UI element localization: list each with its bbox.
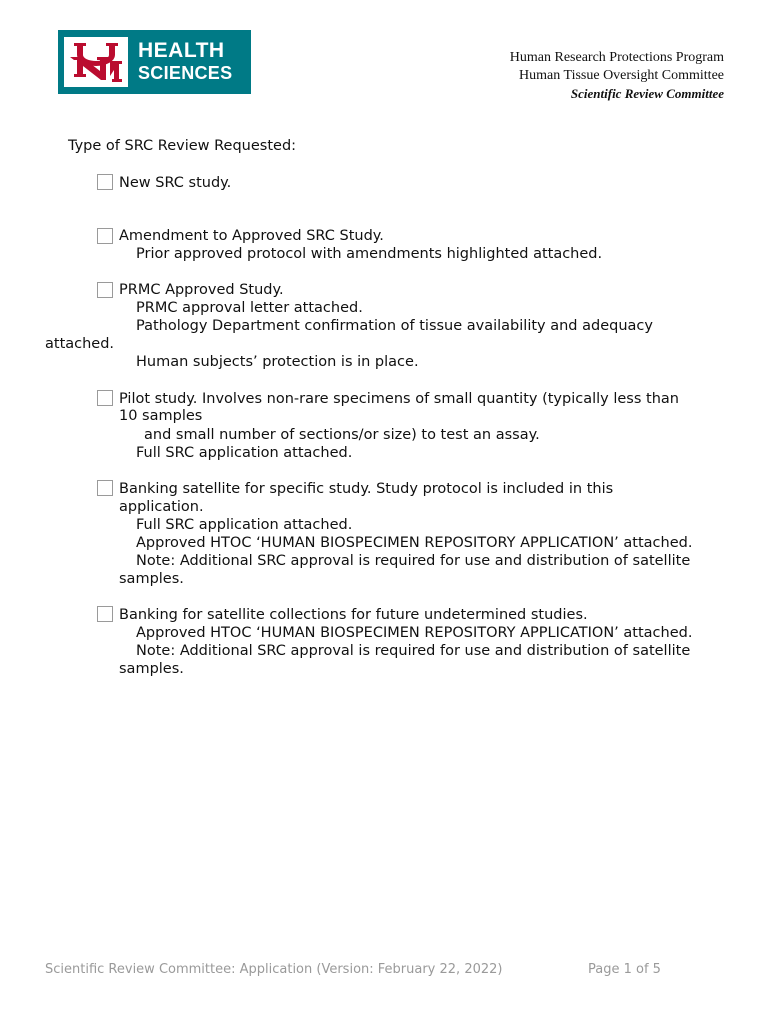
option-sub-line: and small number of sections/or size) to test an assay.	[144, 427, 540, 443]
option-label: Banking satellite for specific study. Study protocol is included in this	[119, 481, 614, 497]
option-sub-line: Note: Additional SRC approval is required for use and distribution of satellite	[136, 643, 691, 659]
option-sub-line: Prior approved protocol with amendments highlighted attached.	[136, 246, 603, 262]
checkbox-amendment[interactable]	[97, 228, 113, 244]
logo-text	[138, 40, 232, 84]
footer-page-number: Page 1 of 5	[588, 962, 661, 977]
logo-text-health: HEALTH	[138, 39, 225, 62]
option-sub-line: 10 samples	[119, 408, 203, 424]
footer-version: Scientific Review Committee: Application (Version: February 22, 2022)	[45, 962, 503, 977]
option-sub-line: PRMC approval letter attached.	[136, 300, 363, 316]
unm-monogram-icon	[66, 39, 126, 85]
option-sub-line: Note: Additional SRC approval is required for use and distribution of satellite	[136, 553, 691, 569]
option-sub-line: Full SRC application attached.	[136, 445, 353, 461]
option-sub-line: Approved HTOC ‘HUMAN BIOSPECIMEN REPOSITORY APPLICATION’ attached.	[136, 535, 693, 551]
header-committee: Human Tissue Oversight Committee	[519, 68, 724, 83]
checkbox-prmc-approved[interactable]	[97, 282, 113, 298]
checkbox-new-src-study[interactable]	[97, 174, 113, 190]
option-sub-line: Full SRC application attached.	[136, 517, 353, 533]
option-label: New SRC study.	[119, 175, 232, 191]
option-sub-line: attached.	[45, 336, 115, 352]
option-label: Pilot study. Involves non-rare specimens of small quantity (typically less than	[119, 391, 679, 407]
option-sub-line: application.	[119, 499, 204, 515]
option-sub-line: Human subjects’ protection is in place.	[136, 354, 419, 370]
checkbox-banking-satellite-specific[interactable]	[97, 480, 113, 496]
header-src: Scientific Review Committee	[570, 86, 724, 101]
checkbox-banking-future-studies[interactable]	[97, 606, 113, 622]
unm-logo-mark	[64, 37, 128, 87]
option-sub-line: samples.	[119, 661, 184, 677]
option-label: Banking for satellite collections for future undetermined studies.	[119, 607, 588, 623]
unm-health-sciences-logo	[58, 30, 251, 94]
document-header	[510, 49, 724, 103]
section-heading: Type of SRC Review Requested:	[68, 138, 297, 154]
checkbox-pilot-study[interactable]	[97, 390, 113, 406]
option-sub-line: Pathology Department confirmation of tissue availability and adequacy	[136, 318, 653, 334]
option-label: Amendment to Approved SRC Study.	[119, 228, 384, 244]
option-sub-line: samples.	[119, 571, 184, 587]
logo-text-sciences: SCIENCES	[138, 63, 233, 83]
option-sub-line: Approved HTOC ‘HUMAN BIOSPECIMEN REPOSITORY APPLICATION’ attached.	[136, 625, 693, 641]
option-label: PRMC Approved Study.	[119, 282, 284, 298]
header-program: Human Research Protections Program	[509, 50, 724, 65]
